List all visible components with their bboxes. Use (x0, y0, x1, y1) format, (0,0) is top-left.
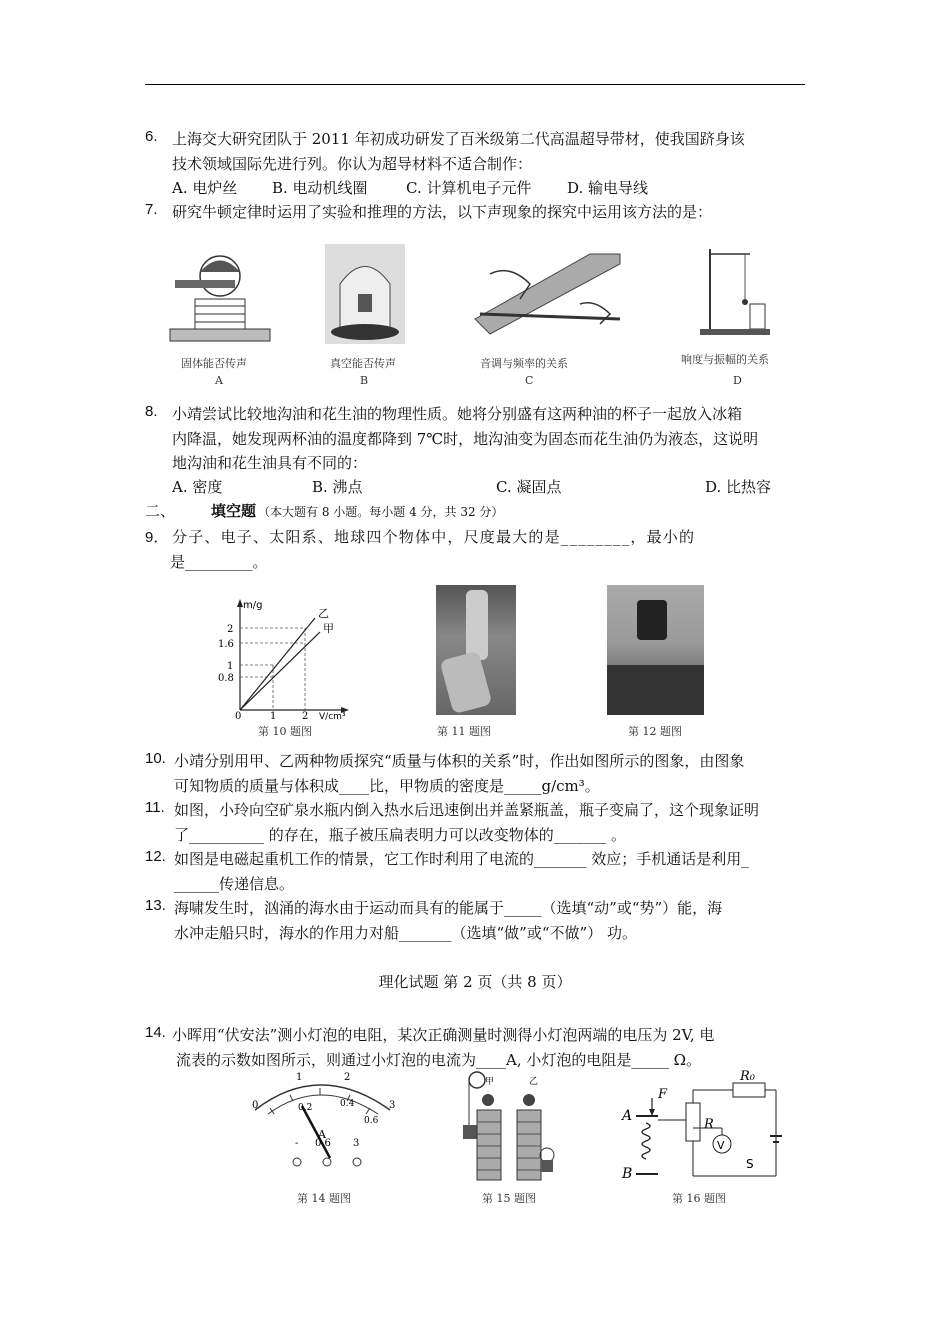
figure-16-circuit (618, 1068, 788, 1183)
figure-caption: 第 11 题图 (437, 725, 491, 738)
question-text: 如图是电磁起重机工作的情景，它工作时利用了电流的_______ 效应；手机通话是利用_ (174, 850, 749, 868)
figure-7d (695, 244, 785, 344)
figure-caption: 音调与频率的关系 (480, 357, 568, 370)
x-tick: 1 (270, 711, 277, 720)
figure-caption: 第 14 题图 (297, 1192, 351, 1205)
figure-label: F (658, 1087, 668, 1102)
question-number: 10. (145, 750, 166, 767)
option-b: B. 电动机线圈 (272, 179, 368, 197)
question-text: 研究牛顿定律时运用了实验和推理的方法，以下声现象的探究中运用该方法的是： (172, 203, 713, 221)
x-axis-label: V/cm³ (319, 712, 346, 720)
figure-label: R (704, 1117, 714, 1132)
figure-label: S (746, 1157, 754, 1171)
question-number: 13. (145, 897, 166, 914)
figure-letter: A (215, 374, 223, 387)
question-text: 小靖分别用甲、乙两种物质探究“质量与体积的关系”时，作出如图所示的图象，由图象 (174, 752, 745, 770)
question-text: 是_________。 (170, 553, 268, 571)
figure-label: - (295, 1138, 299, 1149)
question-text: 小晖用“伏安法”测小灯泡的电阻，某次正确测量时测得小灯泡两端的电压为 2V, 电 (172, 1026, 715, 1044)
option-c: C. 凝固点 (496, 478, 562, 496)
figure-11-photo (436, 585, 516, 715)
figure-caption: 响度与振幅的关系 (681, 353, 769, 366)
option-a: A. 密度 (172, 478, 223, 496)
question-text: 海啸发生时，汹涌的海水由于运动而具有的能属于_____（选填“动”或“势”）能，海 (174, 899, 723, 917)
figure-label: V (717, 1139, 725, 1152)
figure-10-graph (215, 595, 360, 720)
question-number: 8. (145, 403, 158, 420)
section-note: （本大题有 8 小题。每小题 4 分，共 32 分） (258, 505, 504, 519)
question-text: 上海交大研究团队于 2011 年初成功研发了百米级第二代高温超导带材，使我国跻身该 (172, 130, 745, 148)
question-number: 11. (145, 799, 165, 816)
question-text: 流表的示数如图所示，则通过小灯泡的电流为____A, 小灯泡的电阻是_____ Ω。 (176, 1051, 702, 1069)
figure-letter: D (733, 374, 742, 387)
question-text: 如图，小玲向空矿泉水瓶内倒入热水后迅速倒出并盖紧瓶盖，瓶子变扁了，这个现象证明 (174, 801, 760, 819)
figure-label: 甲 (485, 1077, 495, 1087)
y-tick: 0.8 (218, 673, 234, 684)
unit-label: A (318, 1128, 326, 1141)
figure-label: R₀ (740, 1069, 755, 1084)
option-b: B. 沸点 (312, 478, 363, 496)
figure-7c (470, 244, 630, 344)
question-number: 14. (145, 1024, 166, 1041)
question-text: 内降温，她发现两杯油的温度都降到 7℃时，地沟油变为固态而花生油仍为液态，这说明 (172, 430, 759, 448)
figure-label: 0.6 (315, 1138, 331, 1149)
question-text: 了__________ 的存在，瓶子被压扁表明力可以改变物体的_______ 。 (174, 826, 627, 844)
figure-label: 3 (353, 1138, 360, 1149)
figure-label: 乙 (529, 1077, 539, 1087)
figure-label: 3 (389, 1100, 396, 1111)
figure-caption: 第 16 题图 (672, 1192, 726, 1205)
figure-caption: 固体能否传声 (181, 357, 247, 370)
figure-label: A (622, 1108, 633, 1124)
figure-letter: B (360, 374, 369, 387)
section-number: 二、 (145, 502, 176, 520)
figure-letter: C (525, 374, 534, 387)
figure-15-pulleys (455, 1070, 560, 1185)
figure-label: 0 (252, 1100, 259, 1111)
question-number: 7. (145, 201, 158, 218)
figure-caption: 第 15 题图 (482, 1192, 536, 1205)
figure-7b (325, 244, 405, 349)
option-a: A. 电炉丝 (172, 179, 238, 197)
option-d: D. 输电导线 (567, 179, 649, 197)
question-text: ______传递信息。 (174, 875, 295, 893)
figure-7a (165, 244, 275, 349)
series-label-yi: 乙 (318, 607, 329, 620)
question-text: 可知物质的质量与体积成____比，甲物质的密度是_____g/cm³。 (174, 777, 600, 795)
header-rule (145, 84, 805, 85)
y-tick: 1.6 (218, 639, 234, 650)
question-text: 分子、电子、太阳系、地球四个物体中，尺度最大的是________，最小的 (172, 528, 696, 546)
page-footer: 理化试题 第 2 页（共 8 页） (378, 973, 572, 991)
question-text: 小靖尝试比较地沟油和花生油的物理性质。她将分别盛有这两种油的杯子一起放入冰箱 (172, 405, 743, 423)
y-axis-label: m/g (243, 600, 263, 611)
question-number: 6. (145, 128, 158, 145)
question-text: 技术领域国际先进行列。你认为超导材料不适合制作： (172, 155, 533, 173)
question-number: 9． (145, 529, 169, 546)
option-c: C. 计算机电子元件 (406, 179, 532, 197)
figure-caption: 第 12 题图 (628, 725, 682, 738)
y-tick: 1 (227, 661, 234, 672)
question-text: 水冲走船只时，海水的作用力对船_______（选填“做”或“不做”） 功。 (174, 924, 637, 942)
question-text: 地沟油和花生油具有不同的： (172, 454, 368, 472)
figure-14-ammeter (240, 1068, 410, 1183)
figure-label: 1 (296, 1072, 303, 1083)
figure-label: 0.2 (298, 1103, 313, 1113)
figure-label: 0.6 (364, 1116, 379, 1126)
y-tick: 2 (227, 624, 234, 635)
figure-12-photo (607, 585, 704, 715)
figure-label: 2 (344, 1072, 351, 1083)
x-tick: 2 (302, 711, 309, 720)
figure-label: B (622, 1166, 633, 1182)
section-title: 填空题 (211, 502, 257, 520)
question-number: 12. (145, 848, 166, 865)
figure-label: 0.4 (340, 1099, 355, 1109)
option-d: D. 比热容 (705, 478, 772, 496)
figure-caption: 真空能否传声 (330, 357, 396, 370)
figure-caption: 第 10 题图 (258, 725, 312, 738)
series-label-jia: 甲 (323, 622, 334, 635)
x-tick: 0 (235, 711, 242, 720)
